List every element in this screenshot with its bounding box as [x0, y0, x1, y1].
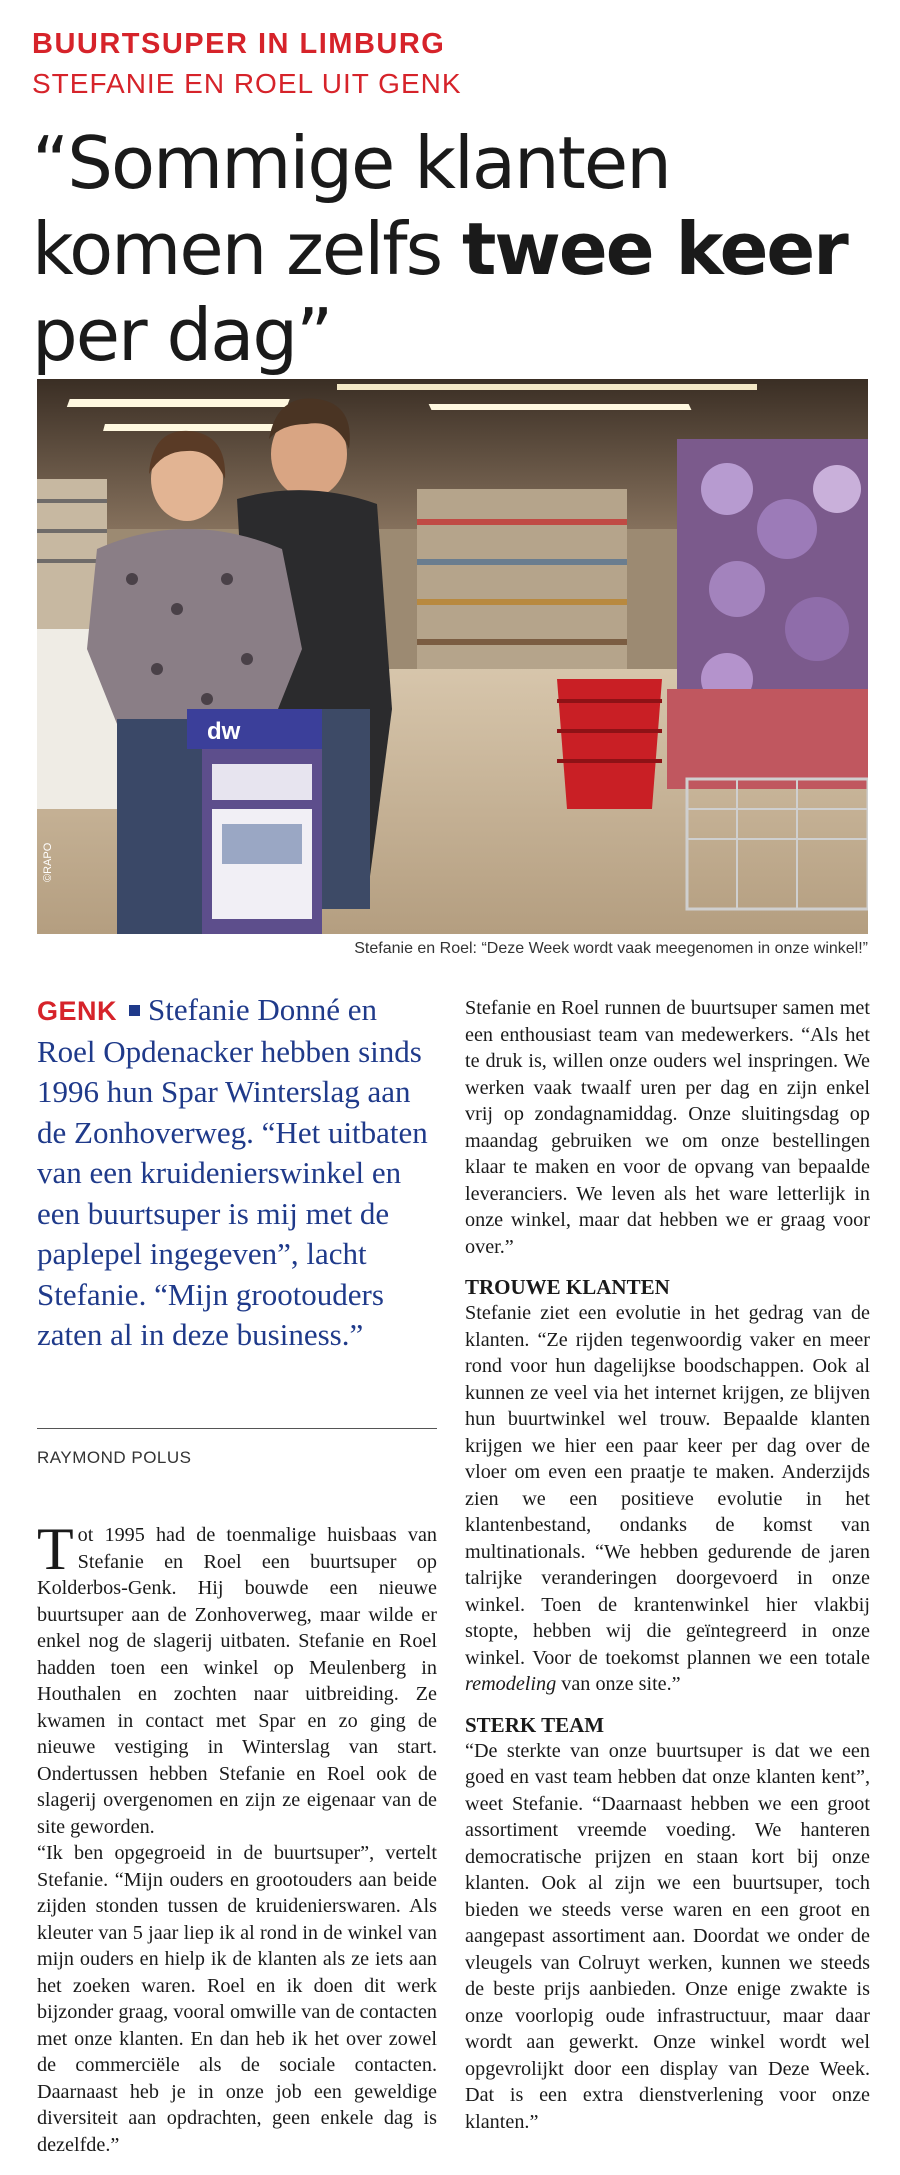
photo-caption: Stefanie en Roel: “Deze Week wordt vaak meegenomen in onze winkel!”: [354, 940, 868, 957]
headline: [32, 120, 877, 378]
magazine-logo: dw: [207, 718, 241, 745]
section-kicker: BUURTSUPER IN LIMBURG: [32, 28, 446, 60]
body-paragraph: Stefanie en Roel runnen de buurtsuper samen met een enthousiast team van medewerkers. “Als het te druk is, willen onze ouders wel inspringen. We werken vaak twaalf uren per dag en zijn enkel vrij op zondagnamiddag. Onze sluitingsdag op maandag gebruiken we om onze bestellingen klaar te maken en voor de opvang van bepaalde leveranciers. We leven als het ware letterlijk in onze winkel, maar dat hebben we er graag voor over.”: [465, 997, 870, 1258]
emphasis-text: remodeling: [465, 1673, 557, 1695]
headline-bold: twee keer: [461, 207, 847, 291]
article-subkicker: STEFANIE EN ROEL UIT GENK: [32, 68, 462, 99]
article-photo: [37, 379, 868, 934]
photo-credit: ©RAPO: [42, 842, 54, 882]
square-bullet-icon: [129, 1005, 140, 1016]
body-column-left: [37, 1516, 437, 2158]
author-divider: [37, 1428, 437, 1429]
body-paragraph: “Ik ben opgegroeid in de buurtsuper”, vertelt Stefanie. “Mijn ouders en grootouders aan beide zijden stonden tussen de kruidenierswaren. Als kleuter van 5 jaar liep ik al rond in de winkel van mijn ouders en hielp ik de klanten als ze iets aan het zoeken waren. Roel en ik doen dit werk bijzonder graag, vooral omwille van de contacten met onze klanten. En dan heb ik het over zowel de commerciële als de sociale contacten. Daarnaast heb je in onze job een geweldige diversiteit aan opdrachten, geen enkele dag is dezelfde.”: [37, 1842, 437, 2156]
store-photo-illustration: [37, 379, 868, 934]
drop-cap: T: [37, 1516, 74, 1582]
intro-text: Stefanie Donné en Roel Opdenacker hebben sinds 1996 hun Spar Winterslag aan de Zonhoverweg. “Het uitbaten van een kruidenierswinkel en een buurtsuper is mij met de paplepel ingegeven”, lacht Stefanie. “Mijn grootouders zaten al in deze business.”: [37, 992, 428, 1352]
body-paragraph: [465, 1300, 870, 1698]
body-paragraph: [37, 1516, 437, 1840]
body-paragraph-text: Stefanie ziet een evolutie in het gedrag van de klanten. “Ze rijden tegenwoordig vaker en meer rond voor hun dagelijkse boodschappen. Ook al kunnen ze veel via het internet krijgen, ze blijven hun buurtwinkel wel trouw. Bepaalde klanten krijgen we hier een paar keer per dag over de vloer om even een praatje te maken. Anderzijds zien we een positieve evolutie in het klantenbestand, ondanks de komst van multinationals. “We hebben gedurende de jaren talrijke veranderingen doorgevoerd in onze winkel. Toen de krantenwinkel hier vlakbij stopte, hebben wij die geïntegreerd in onze winkel. Voor de toekomst plannen we een totale: [465, 1302, 870, 1669]
intro-lead: [37, 990, 437, 1356]
subheading-sterk-team: STERK TEAM: [465, 1712, 605, 1737]
body-paragraph: “De sterkte van onze buurtsuper is dat we een goed en vast team hebben dat onze klanten kent”, weet Stefanie. “Daarnaast hebben we een groot assortiment vreemde voeding. We hanteren democratische prijzen en staan kort bij onze klanten. Ook al zijn we een buurtsuper, toch bieden we steeds verse waren en een groot en aangepast assortiment aan. Doordat we onder de vleugels van Colruyt werken, kunnen we steeds de beste prijs aanbieden. Onze enige zwakte is onze voorlopig oude infrastructuur, maar daar wordt aan gewerkt. Onze winkel wordt wel opgevrolijkt door een display van Deze Week. Dat is een extra dienstverlening voor onze klanten.”: [465, 1739, 870, 2133]
author-byline: RAYMOND POLUS: [37, 1448, 192, 1467]
body-column-right: [465, 995, 870, 2135]
dateline-location: GENK: [37, 996, 118, 1026]
headline-part-1: “Sommige klanten komen zelfs: [32, 121, 670, 291]
body-paragraph-text: van onze site.”: [556, 1673, 681, 1695]
subheading-trouwe-klanten: TROUWE KLANTEN: [465, 1275, 670, 1299]
headline-part-2: per dag”: [32, 293, 332, 377]
body-paragraph-text: ot 1995 had de toenmalige huisbaas van Stefanie en Roel een buurtsuper op Kolderbos-Genk. Hij bouwde een nieuwe buurtsuper aan de Zonhoverweg, maar wilde er enkel nog de slagerij uitbaten. Stefanie en Roel hadden toen een winkel op Meulenberg in Houthalen en zochten naar uitbreiding. Ze kwamen in contact met Spar en zo ging de nieuwe vestiging in Winterslag van start. Ondertussen hebben Stefanie en Roel ook de slagerij overgenomen en zijn ze eigenaar van de site geworden.: [37, 1524, 437, 1838]
